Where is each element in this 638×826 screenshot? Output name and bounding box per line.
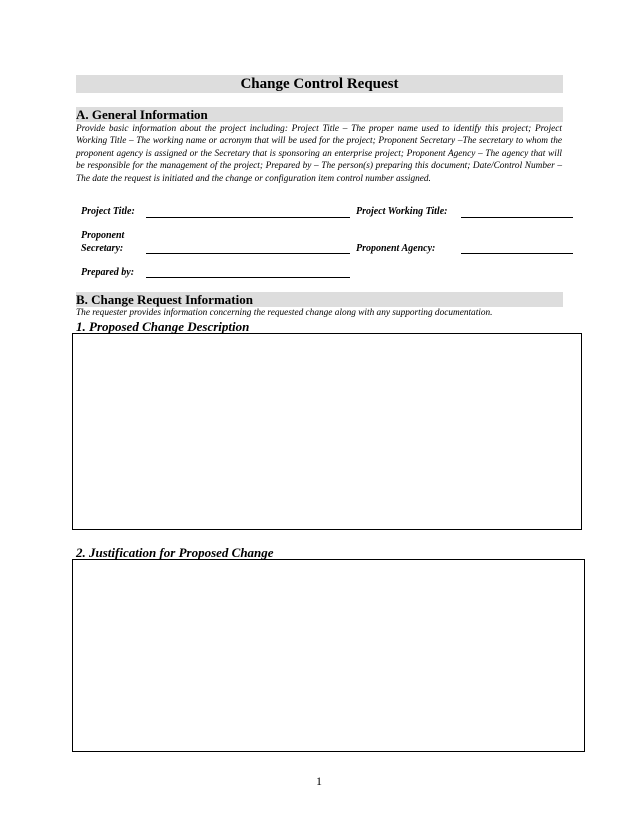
section-b-heading: B. Change Request Information xyxy=(76,292,563,307)
project-working-title-field[interactable] xyxy=(461,217,573,218)
project-title-label: Project Title: xyxy=(81,206,135,217)
section-a-heading: A. General Information xyxy=(76,107,563,122)
proposed-change-description-box[interactable] xyxy=(72,333,582,530)
proponent-agency-field[interactable] xyxy=(461,253,573,254)
project-title-field[interactable] xyxy=(146,217,350,218)
document-title: Change Control Request xyxy=(76,75,563,93)
section-a-description: Provide basic information about the project including: Project Title – The proper name used to identify this project; Project Working Title – The working name or acronym that will be used for the project; Proponent Secretary –The secretary to whom the proponent agency is assigned or the Secretary that is sponsoring an enterprise project; Proponent Agency – The agency that will be responsible for the management of the project; Prepared by – The person(s) preparing this document; Date/Control Number – The date the request is initiated and the change or configuration item control number assigned. xyxy=(76,124,562,184)
page-number: 1 xyxy=(316,774,322,788)
section-b-description: The requester provides information concerning the requested change along with any supporting documentation. xyxy=(76,308,493,318)
proponent-secretary-label-line1: Proponent xyxy=(81,230,125,241)
prepared-by-label: Prepared by: xyxy=(81,267,135,278)
justification-heading: 2. Justification for Proposed Change xyxy=(76,545,274,560)
proponent-secretary-field[interactable] xyxy=(146,253,350,254)
proponent-agency-label: Proponent Agency: xyxy=(356,243,436,254)
project-working-title-label: Project Working Title: xyxy=(356,206,448,217)
justification-box[interactable] xyxy=(72,559,585,752)
proposed-change-heading: 1. Proposed Change Description xyxy=(76,319,250,334)
proponent-secretary-label-line2: Secretary: xyxy=(81,243,124,254)
prepared-by-field[interactable] xyxy=(146,277,350,278)
